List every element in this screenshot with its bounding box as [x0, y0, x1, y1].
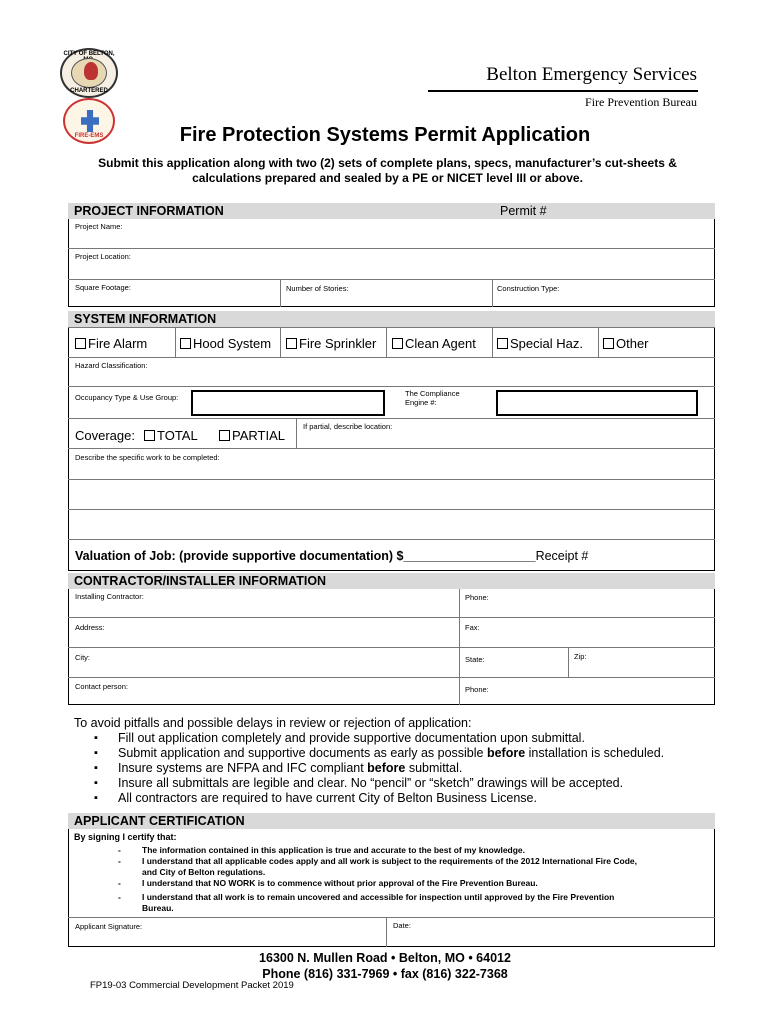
- work-description-label: Describe the specific work to be completed:: [75, 453, 220, 462]
- installing-contractor-label: Installing Contractor:: [75, 592, 144, 601]
- form-id: FP19-03 Commercial Development Packet 2019: [90, 980, 294, 991]
- note-item: ▪ Fill out application completely and provide supportive documentation upon submittal.: [94, 731, 664, 746]
- intro-text: Submit this application along with two (2) sets of complete plans, specs, manufacturer’s cut-sheets & calculations prepared and sealed by a PE or NICET level III or above.: [98, 156, 677, 185]
- compliance-engine-input[interactable]: [496, 390, 698, 416]
- page-title: Fire Protection Systems Permit Application: [179, 124, 591, 146]
- footer-phone: Phone (816) 331-7969 • fax (816) 322-7368: [262, 967, 508, 981]
- address-label: Address:: [75, 623, 105, 632]
- special-hazard-label: Special Haz.: [510, 336, 583, 351]
- certification-heading: APPLICANT CERTIFICATION: [68, 813, 715, 829]
- project-info-title: PROJECT INFORMATION: [74, 204, 224, 218]
- project-name-label: Project Name:: [75, 222, 123, 231]
- note-item: ▪ Insure systems are NFPA and IFC compliant before submittal.: [94, 761, 664, 776]
- city-of-belton-seal: [60, 48, 118, 98]
- hood-system-checkbox[interactable]: [180, 336, 271, 352]
- by-signing-text: By signing I certify that:: [74, 832, 177, 842]
- contractor-box: [68, 573, 715, 705]
- date-label: Date:: [393, 921, 411, 930]
- flame-icon: [84, 62, 98, 80]
- footer-address: 16300 N. Mullen Road • Belton, MO • 64012: [259, 951, 511, 965]
- partial-location-label: If partial, describe location:: [303, 422, 393, 431]
- badge-text: FIRE-EMS: [74, 133, 104, 139]
- coverage-label: Coverage:: [75, 428, 135, 443]
- contact-phone-label: Phone:: [465, 685, 489, 694]
- state-label: State:: [465, 655, 485, 664]
- org-name: Belton Emergency Services: [486, 64, 697, 85]
- note-item: ▪ All contractors are required to have current City of Belton Business License.: [94, 791, 664, 806]
- fire-alarm-checkbox[interactable]: [75, 336, 147, 352]
- square-footage-label: Square Footage:: [75, 283, 131, 292]
- hazard-classification-label: Hazard Classification:: [75, 361, 148, 370]
- submission-notes: [74, 716, 664, 806]
- other-label: Other: [616, 336, 649, 351]
- construction-type-label: Construction Type:: [497, 284, 560, 293]
- project-info-heading: [68, 203, 715, 219]
- cert-item: - I understand that all applicable codes apply and all work is subject to the requirements of the 2012 International Fire Code, and City of Belton regulations.: [118, 856, 648, 878]
- clean-agent-checkbox[interactable]: [392, 336, 476, 352]
- header-rule: [428, 90, 698, 92]
- hood-system-label: Hood System: [193, 336, 272, 351]
- valuation-label: Valuation of Job: (provide supportive documentation) $___________________: [75, 549, 536, 563]
- note-item: ▪ Submit application and supportive documents as early as possible before installation is scheduled.: [94, 746, 664, 761]
- fire-alarm-label: Fire Alarm: [88, 336, 148, 351]
- coverage-partial-checkbox[interactable]: [219, 428, 285, 444]
- permit-number-label: Permit #: [500, 204, 547, 218]
- fire-sprinkler-checkbox[interactable]: [286, 336, 376, 352]
- seal-top-text: CITY OF BELTON,: [63, 51, 115, 57]
- zip-label: Zip:: [574, 652, 587, 661]
- cert-item: - The information contained in this application is true and accurate to the best of my knowledge.: [118, 845, 648, 856]
- coverage-total-checkbox[interactable]: [144, 428, 198, 444]
- seal-mid-text: CHARTERED: [70, 88, 108, 94]
- clean-agent-label: Clean Agent: [405, 336, 476, 351]
- cert-item: - I understand that NO WORK is to commence without prior approval of the Fire Prevention Bureau.: [118, 878, 648, 889]
- receipt-label: Receipt #: [535, 549, 589, 563]
- city-label: City:: [75, 653, 90, 662]
- fax-label: Fax:: [465, 623, 480, 632]
- contact-person-label: Contact person:: [75, 682, 128, 691]
- special-hazard-checkbox[interactable]: [497, 336, 583, 352]
- fire-sprinkler-label: Fire Sprinkler: [299, 336, 377, 351]
- compliance-engine-label: The Compliance Engine #:: [405, 389, 460, 407]
- system-info-heading: SYSTEM INFORMATION: [68, 311, 715, 327]
- other-checkbox[interactable]: [603, 336, 649, 352]
- partial-label: PARTIAL: [232, 428, 285, 443]
- valuation-row: [75, 549, 588, 563]
- total-label: TOTAL: [157, 428, 198, 443]
- occupancy-label: Occupancy Type & Use Group:: [75, 393, 179, 402]
- contractor-phone-label: Phone:: [465, 593, 489, 602]
- applicant-signature-label: Applicant Signature:: [75, 922, 143, 931]
- cert-item: - I understand that all work is to remain uncovered and accessible for inspection until approved by the Fire Prevention Bureau.: [118, 892, 648, 914]
- project-location-label: Project Location:: [75, 252, 131, 261]
- contractor-heading: CONTRACTOR/INSTALLER INFORMATION: [68, 573, 715, 589]
- note-item: ▪ Insure all submittals are legible and clear. No “pencil” or “sketch” drawings will be accepted.: [94, 776, 664, 791]
- notes-intro: To avoid pitfalls and possible delays in review or rejection of application:: [74, 716, 472, 730]
- occupancy-input[interactable]: [191, 390, 385, 416]
- number-of-stories-label: Number of Stories:: [286, 284, 349, 293]
- bureau-name: Fire Prevention Bureau: [585, 95, 697, 109]
